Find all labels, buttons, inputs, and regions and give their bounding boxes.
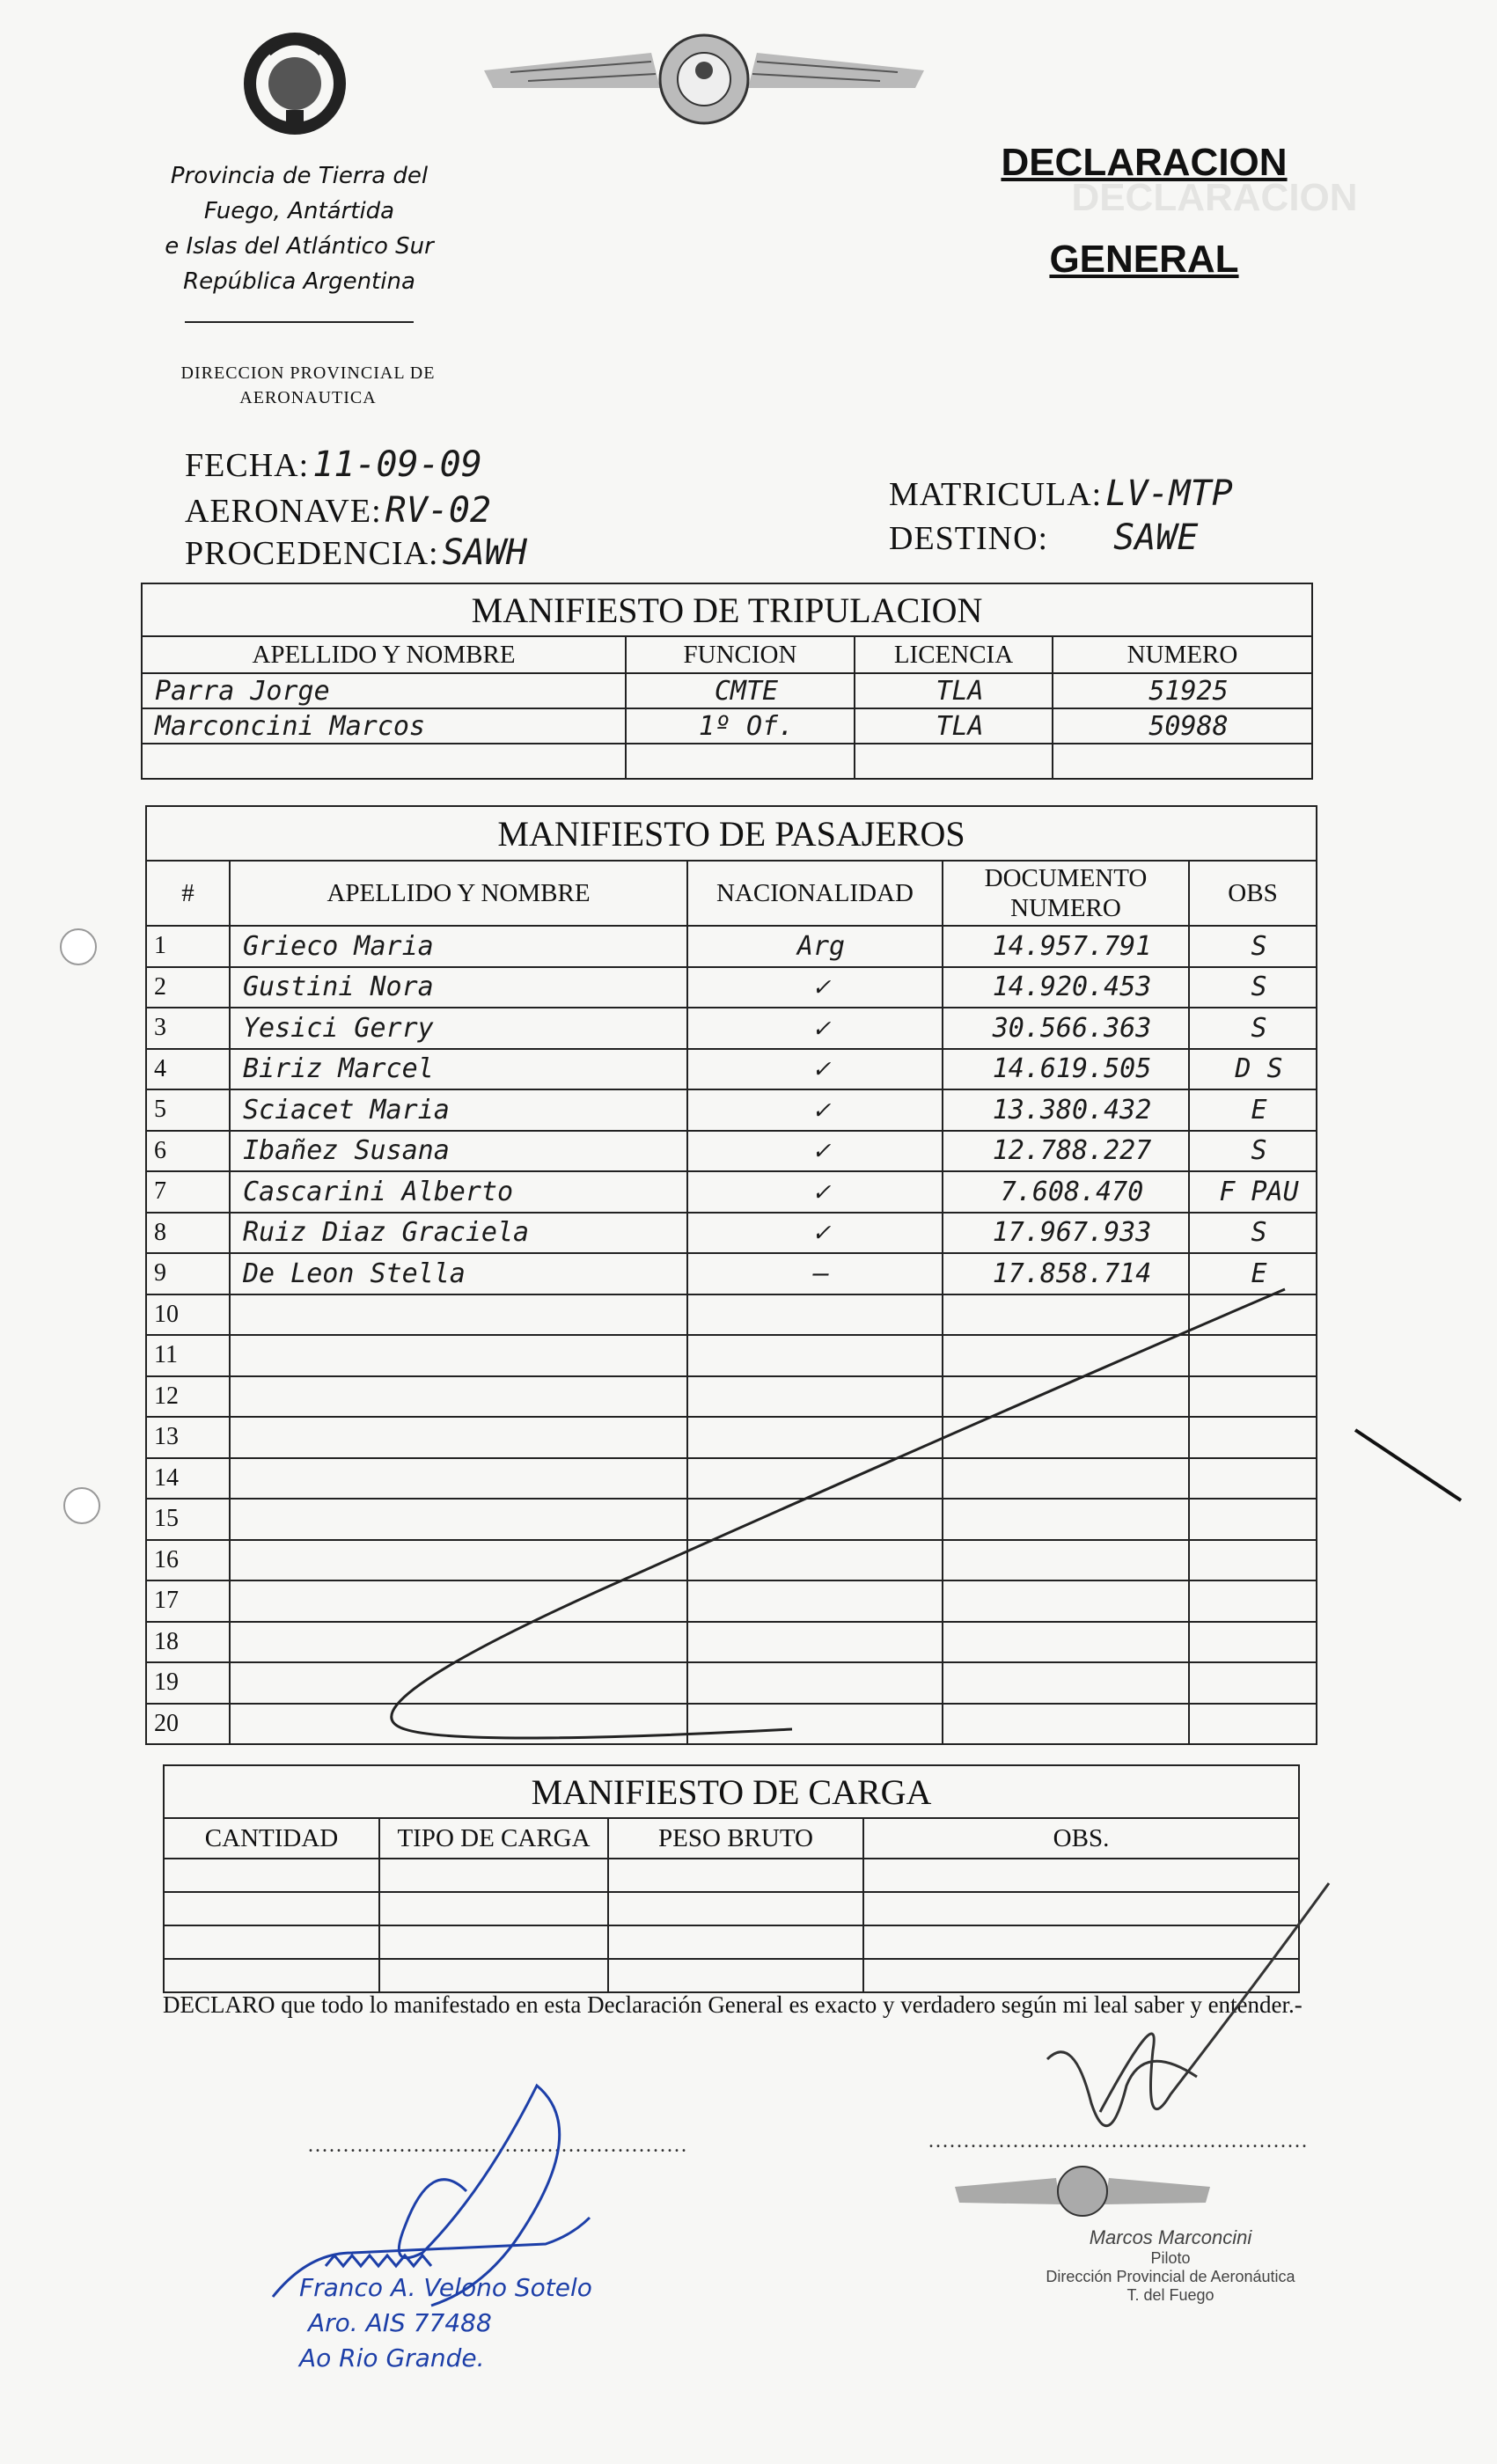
passenger-index: 18 bbox=[146, 1622, 230, 1663]
passenger-nationality: ✓ bbox=[687, 1131, 943, 1172]
passenger-index: 19 bbox=[146, 1662, 230, 1704]
right-stamp-line-4: T. del Fuego bbox=[1126, 2286, 1214, 2304]
passenger-nationality: ✓ bbox=[687, 1008, 943, 1049]
passenger-index: 2 bbox=[146, 967, 230, 1008]
passenger-index: 6 bbox=[146, 1131, 230, 1172]
right-stamp-line-1: Marcos Marconcini bbox=[1089, 2226, 1252, 2248]
crew-name: Marconcini Marcos bbox=[142, 708, 626, 744]
cargo-title: MANIFIESTO DE CARGA bbox=[164, 1765, 1299, 1818]
passenger-index: 11 bbox=[146, 1335, 230, 1376]
passenger-index: 15 bbox=[146, 1499, 230, 1540]
passenger-index: 16 bbox=[146, 1540, 230, 1581]
passenger-nationality: ✓ bbox=[687, 1049, 943, 1090]
document-title-line-1: DECLARACION bbox=[1001, 141, 1288, 184]
matricula-label: MATRICULA: bbox=[889, 476, 1103, 513]
passenger-document: 17.858.714 bbox=[943, 1253, 1189, 1294]
aeronave-label: AERONAVE: bbox=[185, 493, 382, 530]
passenger-index: 20 bbox=[146, 1704, 230, 1745]
passenger-index: 4 bbox=[146, 1049, 230, 1090]
passenger-document: 17.967.933 bbox=[943, 1213, 1189, 1254]
passenger-name: Ruiz Diaz Graciela bbox=[230, 1213, 687, 1254]
crew-license: TLA bbox=[855, 673, 1053, 708]
crew-number: 50988 bbox=[1053, 708, 1312, 744]
passenger-header-document-line2: NUMERO bbox=[1010, 894, 1121, 922]
passenger-name: Cascarini Alberto bbox=[230, 1171, 687, 1213]
passenger-index: 7 bbox=[146, 1171, 230, 1213]
left-signature-line-2: Aro. AIS 77488 bbox=[308, 2308, 492, 2337]
title-ghost: DECLARACION bbox=[1071, 176, 1358, 219]
passenger-header-index: # bbox=[146, 861, 230, 926]
passenger-header-nationality: NACIONALIDAD bbox=[687, 861, 943, 926]
aeronave-value: RV-02 bbox=[385, 490, 492, 531]
passenger-document: 12.788.227 bbox=[943, 1131, 1189, 1172]
passenger-obs: F PAU bbox=[1189, 1171, 1317, 1213]
cargo-header-weight: PESO BRUTO bbox=[608, 1818, 863, 1859]
passenger-document: 14.920.453 bbox=[943, 967, 1189, 1008]
right-stamp-wings-icon bbox=[950, 2160, 1214, 2222]
declaration-text: DECLARO que todo lo manifestado en esta Declaración General es exacto y verdadero según mi leal saber y entender.- bbox=[163, 1991, 1303, 2018]
right-signature-dots: ...................................................... bbox=[928, 2130, 1309, 2152]
province-line-2: Fuego, Antártida bbox=[203, 198, 395, 224]
province-line-3: e Islas del Atlántico Sur bbox=[165, 233, 434, 260]
passenger-document: 30.566.363 bbox=[943, 1008, 1189, 1049]
passenger-document: 7.608.470 bbox=[943, 1171, 1189, 1213]
right-stamp-text bbox=[1021, 2226, 1320, 2305]
passenger-index: 13 bbox=[146, 1417, 230, 1458]
passenger-document: 14.957.791 bbox=[943, 926, 1189, 967]
crew-number: 51925 bbox=[1053, 673, 1312, 708]
right-signature-scribble bbox=[994, 1874, 1347, 2165]
province-line-1: Provincia de Tierra del bbox=[170, 163, 429, 189]
crew-title: MANIFIESTO DE TRIPULACION bbox=[142, 583, 1312, 636]
province-line-4: República Argentina bbox=[183, 268, 415, 295]
passenger-name: Sciacet Maria bbox=[230, 1089, 687, 1131]
passenger-nationality: – bbox=[687, 1253, 943, 1294]
passenger-name: Ibañez Susana bbox=[230, 1131, 687, 1172]
passenger-document: 14.619.505 bbox=[943, 1049, 1189, 1090]
left-signature-line-1: Franco A. Velono Sotelo bbox=[299, 2273, 592, 2302]
procedencia-value: SAWH bbox=[442, 532, 527, 573]
passenger-header-obs: OBS bbox=[1189, 861, 1317, 926]
passenger-obs: S bbox=[1189, 1131, 1317, 1172]
passenger-header-document-line1: DOCUMENTO bbox=[984, 864, 1148, 892]
passenger-nationality: Arg bbox=[687, 926, 943, 967]
passenger-title: MANIFIESTO DE PASAJEROS bbox=[146, 806, 1317, 861]
passenger-obs: S bbox=[1189, 967, 1317, 1008]
right-stamp-line-3: Dirección Provincial de Aeronáutica bbox=[1046, 2268, 1295, 2285]
passenger-nationality: ✓ bbox=[687, 1171, 943, 1213]
passenger-nationality: ✓ bbox=[687, 1213, 943, 1254]
procedencia-label: PROCEDENCIA: bbox=[185, 535, 439, 572]
passenger-obs: D S bbox=[1189, 1049, 1317, 1090]
destino-label: DESTINO: bbox=[889, 520, 1049, 557]
passenger-name: De Leon Stella bbox=[230, 1253, 687, 1294]
passenger-name: Grieco Maria bbox=[230, 926, 687, 967]
crew-header-function: FUNCION bbox=[626, 636, 855, 673]
passenger-index: 17 bbox=[146, 1580, 230, 1622]
passenger-nationality: ✓ bbox=[687, 967, 943, 1008]
passenger-index: 12 bbox=[146, 1376, 230, 1418]
passenger-name: Biriz Marcel bbox=[230, 1049, 687, 1090]
cargo-header-obs: OBS. bbox=[863, 1818, 1299, 1859]
passenger-index: 1 bbox=[146, 926, 230, 967]
crew-header-license: LICENCIA bbox=[855, 636, 1053, 673]
passenger-name: Yesici Gerry bbox=[230, 1008, 687, 1049]
destino-value: SAWE bbox=[1113, 517, 1199, 558]
cargo-header-quantity: CANTIDAD bbox=[164, 1818, 379, 1859]
passenger-obs: E bbox=[1189, 1253, 1317, 1294]
passenger-index: 14 bbox=[146, 1458, 230, 1500]
fecha-label: FECHA: bbox=[185, 447, 310, 484]
passenger-index: 9 bbox=[146, 1253, 230, 1294]
passenger-header-name: APELLIDO Y NOMBRE bbox=[230, 861, 687, 926]
passenger-index: 10 bbox=[146, 1294, 230, 1336]
passenger-obs: E bbox=[1189, 1089, 1317, 1131]
crew-license: TLA bbox=[855, 708, 1053, 744]
passenger-obs: S bbox=[1189, 1008, 1317, 1049]
passenger-nationality: ✓ bbox=[687, 1089, 943, 1131]
punch-hole-bottom bbox=[63, 1487, 100, 1524]
punch-hole-top bbox=[60, 928, 97, 965]
passenger-index: 3 bbox=[146, 1008, 230, 1049]
crew-function: CMTE bbox=[626, 673, 855, 708]
right-stamp-line-2: Piloto bbox=[1150, 2249, 1191, 2267]
left-signature-dots: ...................................................... bbox=[308, 2134, 688, 2157]
document-title-line-2: GENERAL bbox=[1049, 238, 1239, 281]
left-signature-text bbox=[299, 2270, 592, 2376]
passenger-obs: S bbox=[1189, 1213, 1317, 1254]
passenger-index: 8 bbox=[146, 1213, 230, 1254]
passenger-document: 13.380.432 bbox=[943, 1089, 1189, 1131]
crew-header-number: NUMERO bbox=[1053, 636, 1312, 673]
passenger-name: Gustini Nora bbox=[230, 967, 687, 1008]
crew-header-name: APELLIDO Y NOMBRE bbox=[142, 636, 626, 673]
passenger-obs: S bbox=[1189, 926, 1317, 967]
direction-line-1: DIRECCION PROVINCIAL DE bbox=[180, 363, 436, 383]
passenger-index: 5 bbox=[146, 1089, 230, 1131]
left-signature-line-3: Ao Rio Grande. bbox=[299, 2343, 485, 2372]
fecha-value: 11-09-09 bbox=[312, 444, 482, 485]
direction-line-2: AERONAUTICA bbox=[239, 388, 377, 407]
crew-name: Parra Jorge bbox=[142, 673, 626, 708]
matricula-value: LV-MTP bbox=[1105, 473, 1233, 514]
crew-function: 1º Of. bbox=[626, 708, 855, 744]
cargo-header-type: TIPO DE CARGA bbox=[379, 1818, 608, 1859]
